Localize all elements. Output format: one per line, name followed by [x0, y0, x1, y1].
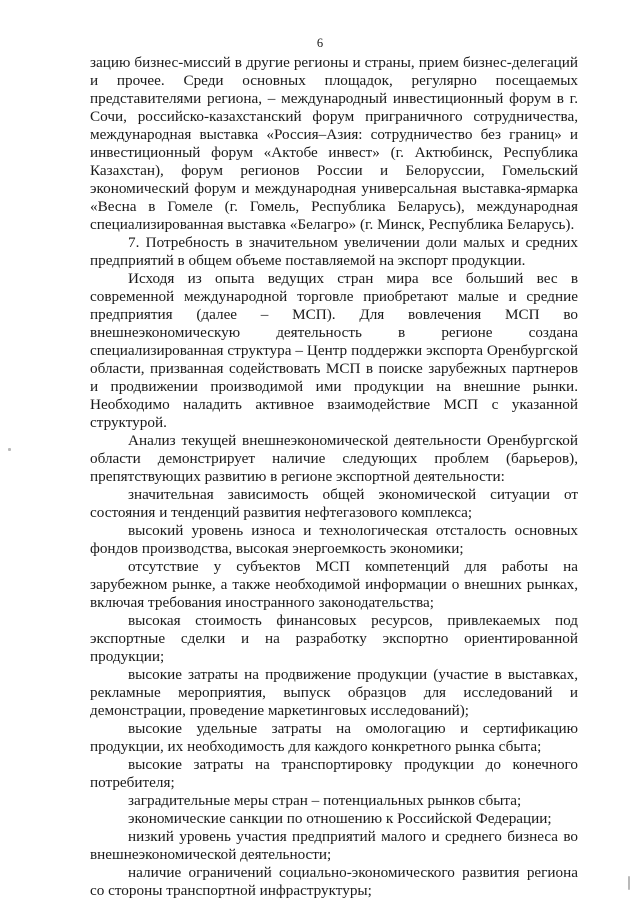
paragraph: Исходя из опыта ведущих стран мира все больший вес в современной международной торговле приобретают малые и средние предприятия (далее – МСП). Для вовлечения МСП во внешнеэкономическую деятельность в регионе создана специализированная структура – Центр поддержки экспорта Оренбургской области, призванная содействовать МСП в поиске зарубежных партнеров и продвижении производимой ими продукции на внешние рынки. Необходимо наладить активное взаимодействие МСП с указанной структурой.	[90, 270, 578, 431]
list-item: высокие затраты на транспортировку продукции до конечного потребителя;	[90, 756, 578, 791]
page-number: 6	[316, 36, 324, 50]
list-item: заградительные меры стран – потенциальных рынков сбыта;	[128, 792, 522, 809]
paragraph: Анализ текущей внешнеэкономической деятельности Оренбургской области демонстрирует наличие следующих проблем (барьеров), препятствующих развитию в регионе экспортной деятельности:	[90, 432, 578, 485]
scan-speck	[8, 448, 11, 451]
list-item: высокая стоимость финансовых ресурсов, привлекаемых под экспортные сделки и на разработку экспортно ориентированной продукции;	[90, 612, 578, 665]
body-text	[90, 54, 578, 900]
paragraph: зацию бизнес-миссий в другие регионы и страны, прием бизнес-делегаций и прочее. Среди основных площадок, регулярно посещаемых представителями региона, – международный инвестиционный форум в г. Сочи, российско-казахстанский форум приграничного сотрудничества, международная выставка «Россия–Азия: сотрудничество без границ» и инвестиционный форум «Актобе инвест» (г. Актюбинск, Республика Казахстан), форум регионов России и Белоруссии, Гомельский экономический форум и международная универсальная выставка-ярмарка «Весна в Гомеле (г. Гомель, Республика Беларусь), международная специализированная выставка «Белагро» (г. Минск, Республика Беларусь).	[90, 54, 578, 233]
list-item: высокие затраты на продвижение продукции (участие в выставках, рекламные мероприятия, выпуск образцов для исследований и демонстрации, проведение маркетинговых исследований);	[90, 666, 578, 719]
list-item: низкий уровень участия предприятий малого и среднего бизнеса во внешнеэкономической деятельности;	[90, 828, 578, 863]
scan-edge-mark	[628, 876, 630, 890]
list-item: наличие ограничений социально-экономического развития региона со стороны транспортной инфраструктуры;	[90, 864, 578, 899]
list-item: экономические санкции по отношению к Российской Федерации;	[128, 810, 552, 827]
paragraph: 7. Потребность в значительном увеличении доли малых и средних предприятий в общем объеме поставляемой на экспорт продукции.	[90, 234, 578, 269]
list-item: значительная зависимость общей экономической ситуации от состояния и тенденций развития нефтегазового комплекса;	[90, 486, 578, 521]
list-item: отсутствие у субъектов МСП компетенций для работы на зарубежном рынке, а также необходимой информации о внешних рынках, включая требования иностранного законодательства;	[90, 558, 578, 611]
list-item: высокий уровень износа и технологическая отсталость основных фондов производства, высокая энергоемкость экономики;	[90, 522, 578, 557]
list-item: высокие удельные затраты на омологацию и сертификацию продукции, их необходимость для каждого конкретного рынка сбыта;	[90, 720, 578, 755]
